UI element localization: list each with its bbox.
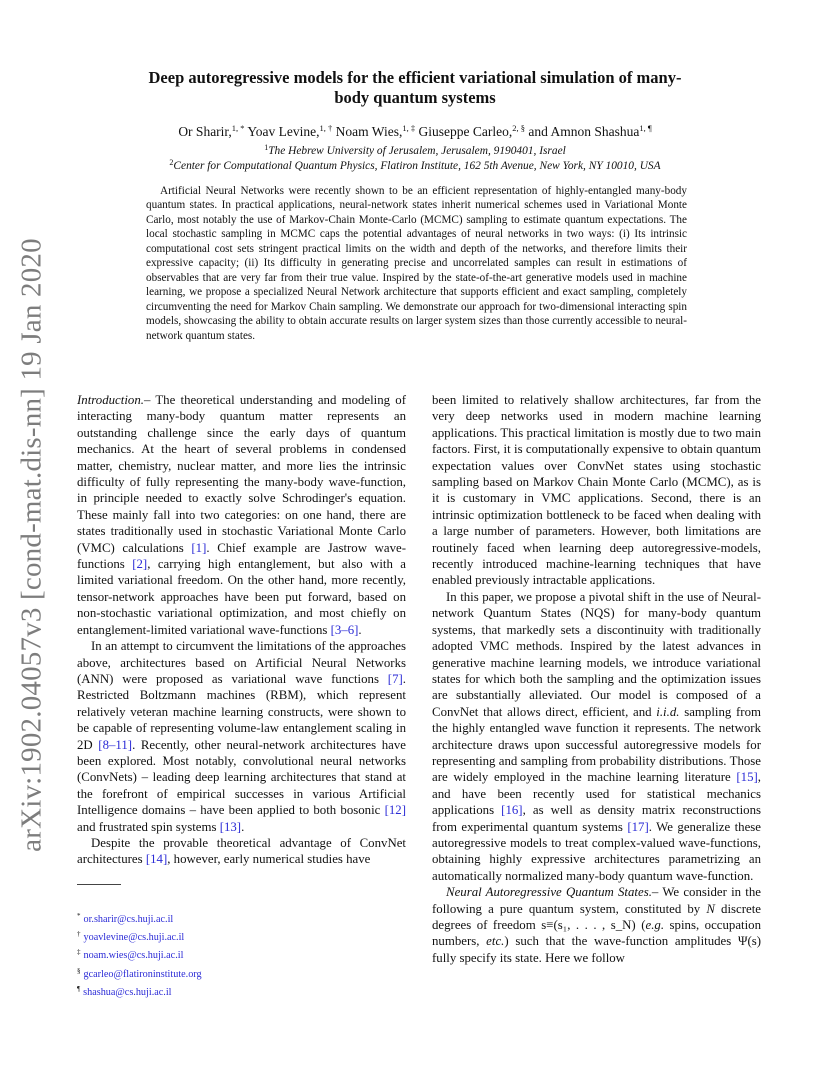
email-link[interactable]: shashua@cs.huji.ac.il	[83, 986, 172, 998]
text-run: .	[241, 819, 245, 834]
author-marks: 2, §	[512, 123, 525, 133]
arxiv-identifier: arXiv:1902.04057v3 [cond-mat.dis-nn] 19 Jan 2020	[15, 238, 48, 852]
text-run: . We generalize these autoregressive models to treat complex-valued wave-functions, obtaining highly expressive architectures parametrizing an automatically normalized many-body quantum wave-function.	[432, 819, 761, 883]
text-run: Despite the provable theoretical advantage of ConvNet architectures	[77, 835, 406, 867]
text-run: We consider in the following a pure quantum system, constituted by	[432, 885, 761, 916]
footnotes	[77, 909, 202, 1000]
text-run: . Chief example are Jastrow wave-functions	[77, 540, 406, 572]
paragraph	[77, 835, 406, 868]
author: and Amnon Shashua	[528, 124, 640, 139]
math-run: Ψ(s)	[737, 934, 762, 949]
email-link[interactable]: or.sharir@cs.huji.ac.il	[83, 914, 174, 925]
affiliation-text: The Hebrew University of Jerusalem, Jerusalem, 9190401, Israel	[268, 145, 566, 157]
abstract: Artificial Neural Networks were recently shown to be an efficient representation of highly-entangled many-body quantum states. In practical applications, neural-network states inherit numerical schemes used in Variational Monte Carlo, most notably the use of Markov-Chain Monte-Carlo (MCMC) sampling to estimate quantum expectations. The local stochastic sampling in MCMC caps the potential advantages of neural networks in two ways: (i) Its intrinsic computational cost sets stringent practical limits on the width and depth of the networks, and therefore limits their expressive capacity; (ii) Its difficulty in generating precise and uncorrelated samples can result in estimations of observables that are very far from their true value. Inspired by the state-of-the-art generative models used in machine learning, we propose a specialized Neural Network architecture that supports efficient and exact sampling, completely circumventing the need for Markov Chain sampling. We demonstrate our approach for two-dimensional interacting spin models, showcasing the ability to obtain accurate results on larger system sizes than those currently accessible to neural-network quantum states.	[146, 185, 687, 342]
affiliation	[80, 143, 750, 157]
author: Giuseppe Carleo,	[418, 124, 513, 139]
text-run: been limited to relatively shallow architectures, far from the very deep networks used in modern machine learning applications. This practical limitation is mostly due to two main factors. First, it is computationally expensive to obtain quantum expectation values over ConvNet states using stochastic sampling based on Markov Chain Monte Carlo (MCMC), as is it is customary in VMC applications. Second, there is an intrinsic optimization bottleneck to be faced when dealing with a large number of parameters. However, both limitations are routinely faced when learning deep autoregressive-models, recently introduced machine-learning techniques that have enabled previously intractable applications.	[432, 393, 761, 588]
paragraph	[77, 638, 406, 835]
footnote-mark: §	[77, 966, 81, 975]
author: Noam Wies,	[335, 124, 403, 139]
arxiv-sidebar	[14, 238, 50, 852]
footnote	[77, 964, 202, 982]
author: Or Sharir,	[178, 124, 232, 139]
paragraph	[432, 392, 761, 589]
footnote-mark: †	[77, 930, 81, 939]
footnote-mark: ‡	[77, 948, 81, 957]
citation-link[interactable]: [1]	[191, 540, 207, 555]
text-run: , and have been recently used for statistical mechanics applications	[432, 770, 761, 818]
text-run: etc.	[486, 934, 505, 949]
text-run: discrete degrees of freedom	[432, 901, 761, 932]
citation-link[interactable]: [15]	[736, 770, 758, 785]
citation-link[interactable]: [13]	[219, 819, 242, 834]
email-link[interactable]: yoavlevine@cs.huji.ac.il	[83, 932, 185, 944]
author-marks: 1, ¶	[639, 123, 652, 133]
text-run: .	[358, 622, 362, 637]
footnote	[77, 927, 202, 945]
text-run: , as well as density matrix reconstructions from experimental quantum systems	[432, 803, 761, 834]
citation-link[interactable]: [7]	[387, 671, 403, 686]
affiliation-mark: 2	[169, 158, 174, 167]
affiliation-mark: 1	[264, 143, 269, 152]
paragraph	[432, 589, 761, 884]
text-run: (	[635, 918, 646, 932]
affiliation-text: Center for Computational Quantum Physics, Flatiron Institute, 162 5th Avenue, New York, NY 10010, USA	[173, 160, 661, 172]
citation-link[interactable]: [16]	[501, 803, 523, 818]
author-marks: 1, *	[231, 123, 245, 133]
footnote-mark: *	[77, 912, 81, 920]
footnote-mark: ¶	[77, 984, 81, 993]
section-heading: Neural Autoregressive Quantum States.–	[446, 885, 659, 900]
author: Yoav Levine,	[247, 124, 320, 139]
paper-title: Deep autoregressive models for the efficient variational simulation of many-body quantum systems	[148, 68, 682, 107]
citation-link[interactable]: [14]	[145, 852, 168, 867]
text-run: spins, occupation numbers,	[432, 918, 762, 949]
footnote-divider	[77, 884, 121, 885]
text-run: , carrying high entanglement, but also with a limited variational freedom. On the other hand, more recently, tensor-network approaches have been put forward, based on non-stochastic variational optimization, and most chiefly on entanglement-limited variational wave-functions	[77, 557, 406, 637]
footnote	[77, 909, 202, 927]
text-run: and frustrated spin systems	[77, 819, 220, 834]
author-marks: 1, ‡	[402, 123, 416, 133]
text-run: i.i.d.	[656, 704, 680, 719]
citation-link[interactable]: [12]	[384, 803, 406, 818]
author-list	[90, 123, 740, 140]
citation-link[interactable]: [2]	[132, 557, 148, 572]
text-run: The theoretical understanding and modeling of interacting many-body quantum matter represents an outstanding challenge since the early days of quantum mechanics. At the heart of several problems in condensed matter, chemistry, nuclear matter, and more lies the intrinsic difficulty of fully representing the many-body wave-function, in principle needed to exactly solve Schrodinger's equation. These mainly fall into two categories: on one hand, there are states traditionally used in stochastic Variational Monte Carlo (VMC) calculations	[77, 393, 406, 555]
citation-link[interactable]: [3–6]	[330, 622, 359, 637]
left-column	[77, 392, 406, 868]
text-run: In an attempt to circumvent the limitations of the approaches above, architectures based on Artificial Neural Networks (ANN) were proposed as variational wave functions	[77, 639, 406, 686]
email-link[interactable]: noam.wies@cs.huji.ac.il	[83, 950, 184, 962]
paragraph	[432, 884, 761, 966]
text-run: ) such that the wave-function amplitudes	[504, 934, 738, 949]
citation-link[interactable]: [8–11]	[98, 737, 133, 752]
text-run: . Recently, other neural-network architectures have been explored. Most notably, convolutional neural networks (ConvNets) – leading deep learning architectures that stand at the forefront of empirical successes in various Artificial Intelligence domains – have been applied to both bosonic	[77, 737, 406, 818]
text-run: , however, early numerical studies have	[167, 852, 371, 867]
text-run: fully specify its state. Here we follow	[432, 950, 625, 965]
text-run: N	[706, 901, 715, 916]
right-column	[432, 392, 761, 966]
footnote	[77, 982, 202, 1000]
math-run: s≡(s₁, . . . , s_N)	[541, 918, 636, 932]
paragraph	[77, 392, 406, 638]
section-heading: Introduction.–	[77, 393, 151, 407]
text-run: e.g.	[645, 918, 665, 932]
text-run: . Restricted Boltzmann machines (RBM), which represent relatively veteran machine learning constructs, were shown to be capable of representing volume-law entanglement scaling in 2D	[77, 671, 406, 752]
text-run: In this paper, we propose a pivotal shift in the use of Neural-network Quantum States (NQS) for many-body quantum systems, that markedly sets a discontinuity with traditionally adopted VMC methods. Inspired by the latest advances in generative machine learning models, we introduce variational states for which both the sampling and the optimization issues are substantially alleviated. Our model is composed of a ConvNet that allows direct, efficient, and	[432, 589, 761, 719]
affiliation	[80, 158, 750, 172]
text-run: sampling from the highly entangled wave function it represents. The network architecture draws upon successful autoregressive models for representing and sampling from probability distributions. Those are widely employed in the machine learning literature	[432, 704, 761, 785]
email-link[interactable]: gcarleo@flatironinstitute.org	[83, 968, 202, 980]
author-marks: 1, †	[319, 123, 333, 133]
footnote	[77, 945, 202, 963]
citation-link[interactable]: [17]	[627, 819, 649, 834]
